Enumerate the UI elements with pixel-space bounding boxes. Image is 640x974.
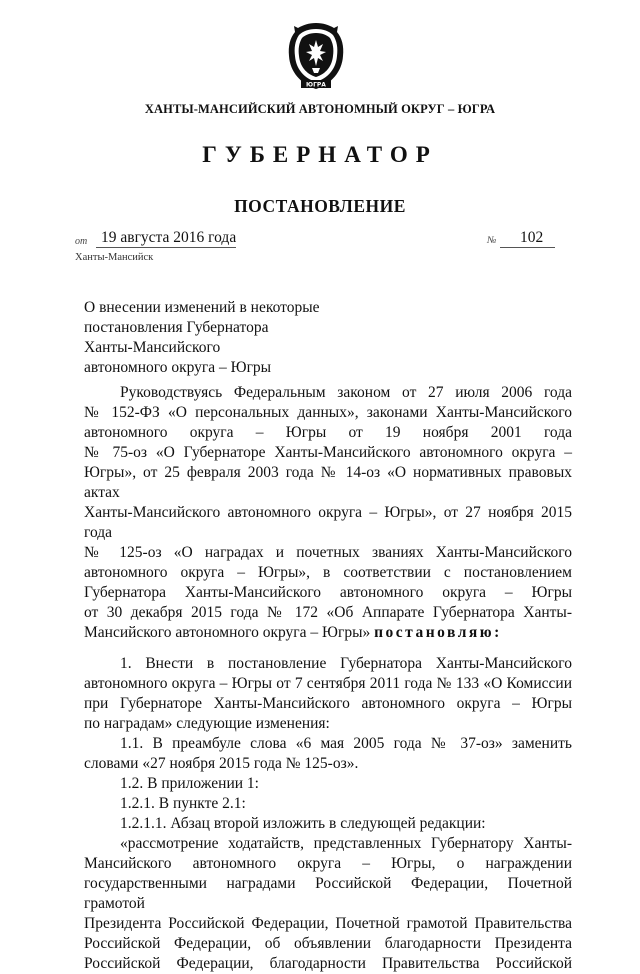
preamble-line: автономного округа – Югры от 19 ноября 2001 года bbox=[84, 424, 572, 441]
preamble-line: № 75-оз «О Губернаторе Ханты-Мансийского автономного округа – bbox=[84, 444, 572, 461]
clause-line: 1.2. В приложении 1: bbox=[120, 775, 259, 792]
subject-line: автономного округа – Югры bbox=[84, 359, 272, 376]
preamble-line: Губернатора Ханты-Мансийского автономного округа – Югры bbox=[84, 584, 572, 601]
preamble-line: № 125-оз «О наградах и почетных званиях Ханты-Мансийского bbox=[84, 544, 572, 561]
clause-line: по наградам» следующие изменения: bbox=[84, 715, 330, 732]
number-sign: № bbox=[487, 235, 497, 246]
quote-line: Мансийского автономного округа – Югры, о награждении bbox=[84, 855, 572, 872]
quote-line: «рассмотрение ходатайств, представленных Губернатору Ханты- bbox=[120, 835, 572, 852]
region-name: ХАНТЫ-МАНСИЙСКИЙ АВТОНОМНЫЙ ОКРУГ – ЮГРА bbox=[144, 102, 496, 116]
preamble-line: № 152-ФЗ «О персональных данных», законами Ханты-Мансийского bbox=[84, 404, 572, 421]
number-underline bbox=[500, 247, 555, 248]
clause-1-2 bbox=[84, 774, 572, 794]
clause-line: 1. Внести в постановление Губернатора Ханты-Мансийского bbox=[120, 655, 572, 672]
clause-1-2-1-1 bbox=[84, 814, 572, 834]
preamble-paragraph bbox=[84, 383, 572, 643]
quoted-text bbox=[84, 834, 572, 974]
crest-label: ЮГРА bbox=[306, 81, 326, 89]
subject-line: Ханты-Мансийского bbox=[84, 339, 221, 356]
clause-1-1 bbox=[84, 734, 572, 774]
preamble-line: от 30 декабря 2015 года № 172 «Об Аппарате Губернатора Ханты- bbox=[84, 604, 572, 621]
document-body bbox=[84, 383, 572, 974]
preamble-line: Югры», от 25 февраля 2003 года № 14-оз «О нормативных правовых актах bbox=[84, 464, 572, 501]
issue-city: Ханты-Мансийск bbox=[75, 252, 154, 263]
coat-of-arms-emblem bbox=[285, 20, 347, 92]
preamble-line: Руководствуясь Федеральным законом от 27 июля 2006 года bbox=[120, 384, 572, 401]
quote-line: государственными наградами Российской Федерации, Почетной грамотой bbox=[84, 875, 572, 912]
clause-line: при Губернаторе Ханты-Мансийского автономного округа – Югры bbox=[84, 695, 572, 712]
resolve-word: постановляю: bbox=[374, 624, 502, 641]
preamble-line: Мансийского автономного округа – Югры» bbox=[84, 624, 371, 641]
quote-line: Российской Федерации, об объявлении благодарности Президента bbox=[84, 935, 572, 952]
preamble-line: автономного округа – Югры», в соответствии с постановлением bbox=[84, 564, 572, 581]
paragraph-gap bbox=[84, 643, 572, 654]
clause-line: автономного округа – Югры от 7 сентября 2011 года № 133 «О Комиссии bbox=[84, 675, 572, 692]
clause-1 bbox=[84, 654, 572, 734]
document-number: 102 bbox=[520, 229, 544, 246]
clause-line: 1.1. В преамбуле слова «6 мая 2005 года № 37-оз» заменить bbox=[120, 735, 572, 752]
quote-line: Президента Российской Федерации, Почетной грамотой Правительства bbox=[84, 915, 572, 932]
clause-line: 1.2.1.1. Абзац второй изложить в следующей редакции: bbox=[120, 815, 486, 832]
clause-line: словами «27 ноября 2015 года № 125-оз». bbox=[84, 755, 359, 772]
clause-1-2-1 bbox=[84, 794, 572, 814]
date-prefix: от bbox=[75, 236, 88, 247]
document-date: 19 августа 2016 года bbox=[101, 229, 237, 246]
preamble-last-line bbox=[84, 623, 572, 643]
clause-line: 1.2.1. В пункте 2.1: bbox=[120, 795, 246, 812]
subject-line: постановления Губернатора bbox=[84, 319, 269, 336]
subject-line: О внесении изменений в некоторые bbox=[84, 299, 320, 316]
quote-line: Российской Федерации, благодарности Правительства Российской bbox=[84, 955, 572, 972]
document-subject bbox=[84, 298, 414, 378]
authority-title: ГУБЕРНАТОР bbox=[202, 142, 438, 167]
date-underline bbox=[96, 247, 236, 248]
document-type: ПОСТАНОВЛЕНИЕ bbox=[234, 196, 406, 216]
preamble-line: Ханты-Мансийского автономного округа – Югры», от 27 ноября 2015 года bbox=[84, 504, 572, 541]
